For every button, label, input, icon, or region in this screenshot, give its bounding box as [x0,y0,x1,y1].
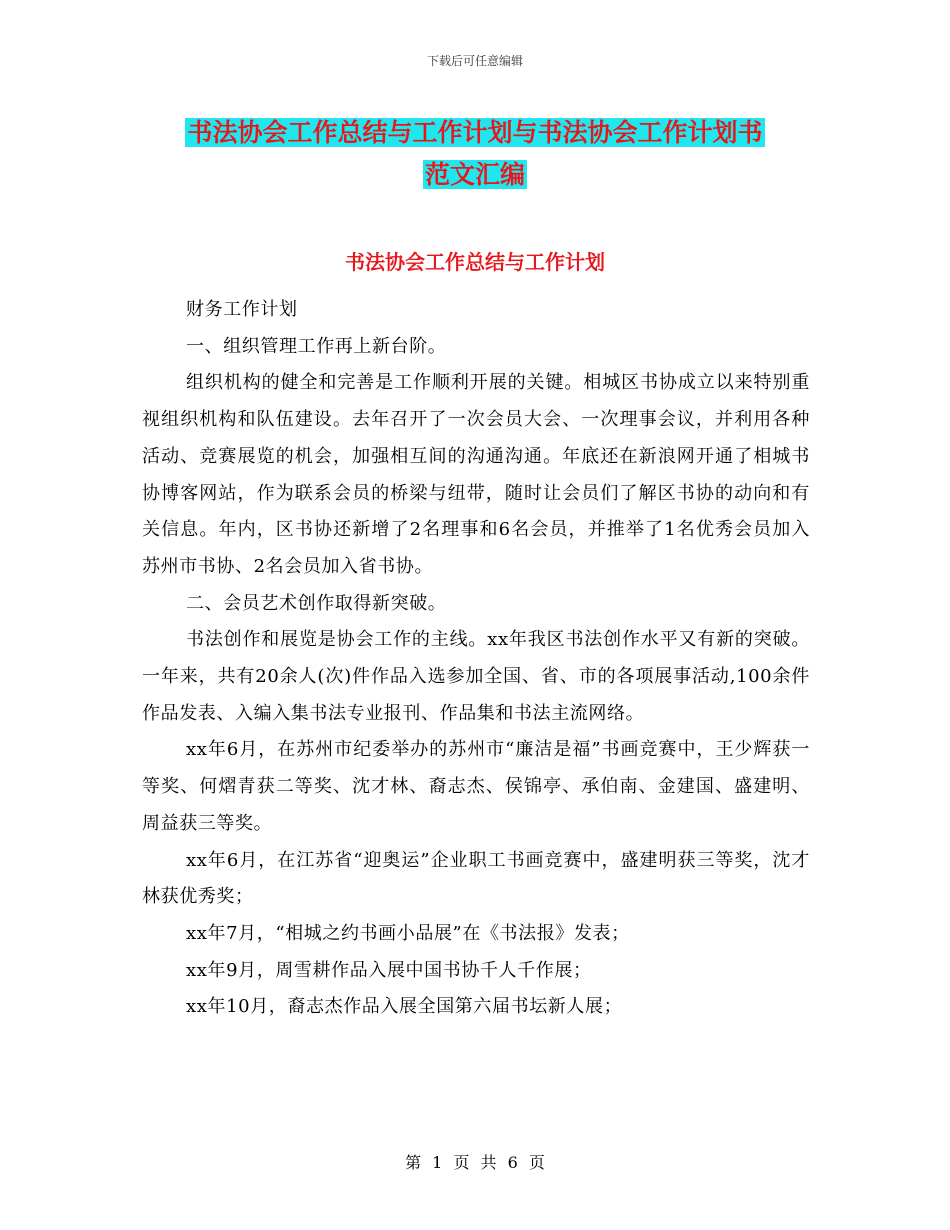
paragraph: xx年6月，在江苏省“迎奥运”企业职工书画竞赛中，盛建明获三等奖，沈才林获优秀奖； [142,849,810,908]
paragraph: 组织机构的健全和完善是工作顺利开展的关键。相城区书协成立以来特别重视组织机构和队伍建设。去年召开了一次会员大会、一次理事会议，并利用各种活动、竞赛展览的机会，加强相互间的沟通沟通。年底还在新浪网开通了相城书协博客网站，作为联系会员的桥梁与纽带，随时让会员们了解区书协的动向和有关信息。年内，区书协还新增了2名理事和6名会员，并推举了1名优秀会员加入苏州市书协、2名会员加入省书协。 [142,372,810,577]
section-title: 书法协会工作总结与工作计划 [345,250,605,274]
header-note: 下载后可任意编辑 [426,54,523,68]
paragraph: xx年6月，在苏州市纪委举办的苏州市“廉洁是福”书画竞赛中，王少辉获一等奖、何熠青获二等奖、沈才林、裔志杰、侯锦亭、承伯南、金建国、盛建明、周益获三等奖。 [142,739,810,834]
document-body [142,292,810,1026]
paragraph: xx年9月，周雪耕作品入展中国书协千人千作展； [186,959,592,981]
document-title-line-2: 范文汇编 [424,160,525,189]
paragraph: xx年7月，“相城之约书画小品展”在《书法报》发表； [186,922,630,944]
document-title-line-1: 书法协会工作总结与工作计划与书法协会工作计划书 [187,118,763,147]
paragraph: 财务工作计划 [186,299,298,320]
paragraph: xx年10月，裔志杰作品入展全国第六届书坛新人展； [186,996,623,1018]
paragraph: 书法创作和展览是协会工作的主线。xx年我区书法创作水平又有新的突破。一年来，共有20余人(次)件作品入选参加全国、省、市的各项展事活动,100余件作品发表、入编入集书法专业报刊、作品集和书法主流网络。 [142,629,810,724]
document-title [0,112,950,196]
paragraph: 一、组织管理工作再上新台阶。 [186,335,447,357]
paragraph: 二、会员艺术创作取得新突破。 [186,592,447,614]
page-number: 第 1 页 共 6 页 [405,1153,545,1172]
